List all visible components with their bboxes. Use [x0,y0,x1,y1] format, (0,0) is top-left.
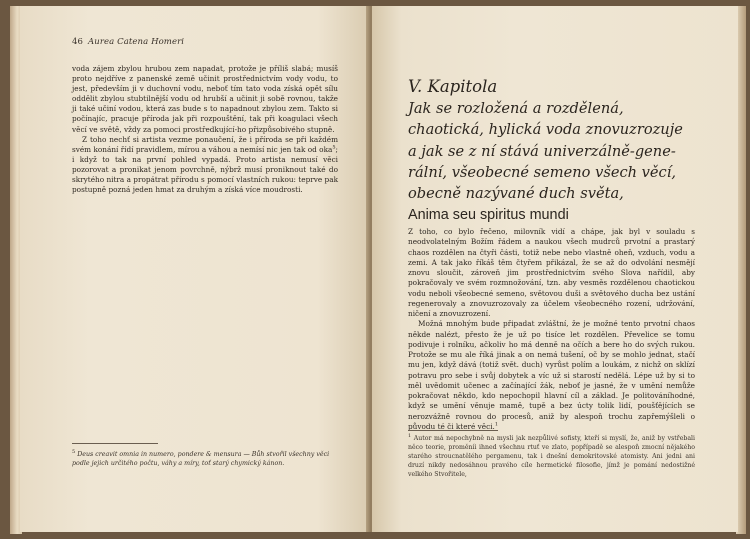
right-paragraph-1: Z toho, co bylo řečeno, milovník vidí a chápe, jak byl v souladu s neodvolatelným Božím řádem a naukou všech mudrců prvotní a prastarý chaos rozdělen na čtyři části, totiž nebe nebo vlastně oheň, vzduch, vodu a zemi. A tak jako říkáš těm čtyřem přikázal, že se až do odvolání nesmějí znovu sloučit, zároveň jim prostřednictvím svého Slova nařídil, aby pokračovaly ve svém rozmnožování, tzn. aby vesměs rozdělenou chaotickou vodu neboli všeobecné semeno, světovou duši a světového ducha bez ustání regenerovaly a znovuzrozovaly za účelem všeobecného rození, udržování, ničení a znovuzrození. [408,227,695,318]
chapter-latin-title: Anima seu spiritus mundi [408,207,569,224]
footnote-ref-5: 5 [332,144,336,151]
chapter-title-line-2: chaotická, hylická voda znovuzrozuje [408,121,683,139]
left-paragraph-2-b: ; i když to tak na první pohled vypadá. Proto artista nemusí věci pozorovat a pronikat jenom povrchně, nýbrž musí proniknout také do skrytého nitra a propátrat přírodu s pomocí vlastních rukou: teprve pak postupně pozná jeden hmat za druhým a získá více moudrosti. [72,144,338,195]
right-footnote [408,432,695,480]
left-paragraph-1: voda zájem zbylou hrubou zem napadat, protože je příliš slabá; musíš proto nejdříve z panenské země učinit prostřednictvím vody vodu, to jest, především ji v duchovní vodu, neboť tím tato voda získá opět sílu oddělit zbylou stubtilnější vodu od hrubší a učinit ji sobě rovnou, takže ji také učiní vodou, která zas bude s to napadnout zbylou zem. Takto si počínajíc, pracuje příroda jak při rozpouštění, tak při koagulaci všech věcí ve světě, vždy za pomoci prostředkující-ho přizpůsobivého stupně. [72,64,338,134]
chapter-title-line-5: obecně nazývané duch světa, [408,185,624,203]
footnote-number-1: 1 [408,432,412,439]
left-paragraph-2-a: Z toho nechť si artista vezme ponaučení, že i příroda se při každém svém konání řídí pravidlem, mírou a váhou a nemísí nic jen tak od oka [72,134,338,154]
left-footnote [72,450,338,468]
left-body-text [72,64,338,195]
chapter-title-line-1: Jak se rozložená a rozdělená, [408,100,624,117]
page-number: 46 [72,37,84,47]
chapter-title-line-4: rální, všeobecné semeno všech věcí, [408,163,677,181]
footnote-ref-1: 1 [494,421,499,428]
left-footnote-rule [72,443,158,444]
right-body-text [408,227,695,432]
running-head [72,37,184,47]
left-footnote-text: Deus creavit omnia in numero, pondere & mensura — Bůh stvořil všechny věci podle jejich určitého počtu, váhy a míry, toť starý chymický kánon. [72,451,330,467]
left-paragraph-2 [72,135,338,196]
chapter-heading [408,76,738,225]
right-footnote-rule [408,430,498,431]
running-title: Aurea Catena Homeri [88,37,185,47]
right-paragraph-2 [408,319,695,432]
right-paragraph-2-text: Možná mnohým bude připadat zvláštní, že je možné tento prvotní chaos někde nalézt, přesto že je už po tisíce let rozdělen. Převelice se tomu podivuje i rolníku, ačkoliv ho má denně na očích a bere ho do svých rukou. Protože se mu ale říká jinak a on nemá tušení, oč by se mohlo jednat, stačí mu jen, když dává (totiž svět. duch) vyrůst polím a loukám, z nichž on sklízí potravu pro sebe i svůj dobytek a víc už si starostí nedělá. Lépe už by si to měl uvědomit učenec a začínající žák, neboť je jasné, že v umění nemůže pokračovat někdo, kdo nepochopil hlavní cíl a základ. Je politováníhodné, když se umění věnuje mamě, tupě a bez úcty tolik lidí, poušťějících se nerozvážně rovnou do procesů, aniž by alespoň trochu zapřemýšleli o původu té či které věci. [408,319,695,431]
right-footnote-text: Autor má nepochybně na mysli jak nezpůlivé sofisty, kteří si myslí, že, aniž by vstřebali něco teorie, proměníi ihned všechnu rtuť ve zlato, popřípadě se alespoň zmocní nějakého starého stroucnatělého pergamenu, tak i dnešní demokritovské atomisty. Ani jedni ani druzí nikdy nedosáhnou pravého cíle hermetické filosofie, jímž je pomání nedostižné velkého Stvořitele, [408,435,695,478]
chapter-title-line-3: a jak se z ní stává univerzálně-gene- [408,142,676,160]
chapter-number: V. Kapitola [408,77,498,96]
footnote-number-5: 5 [72,448,76,455]
